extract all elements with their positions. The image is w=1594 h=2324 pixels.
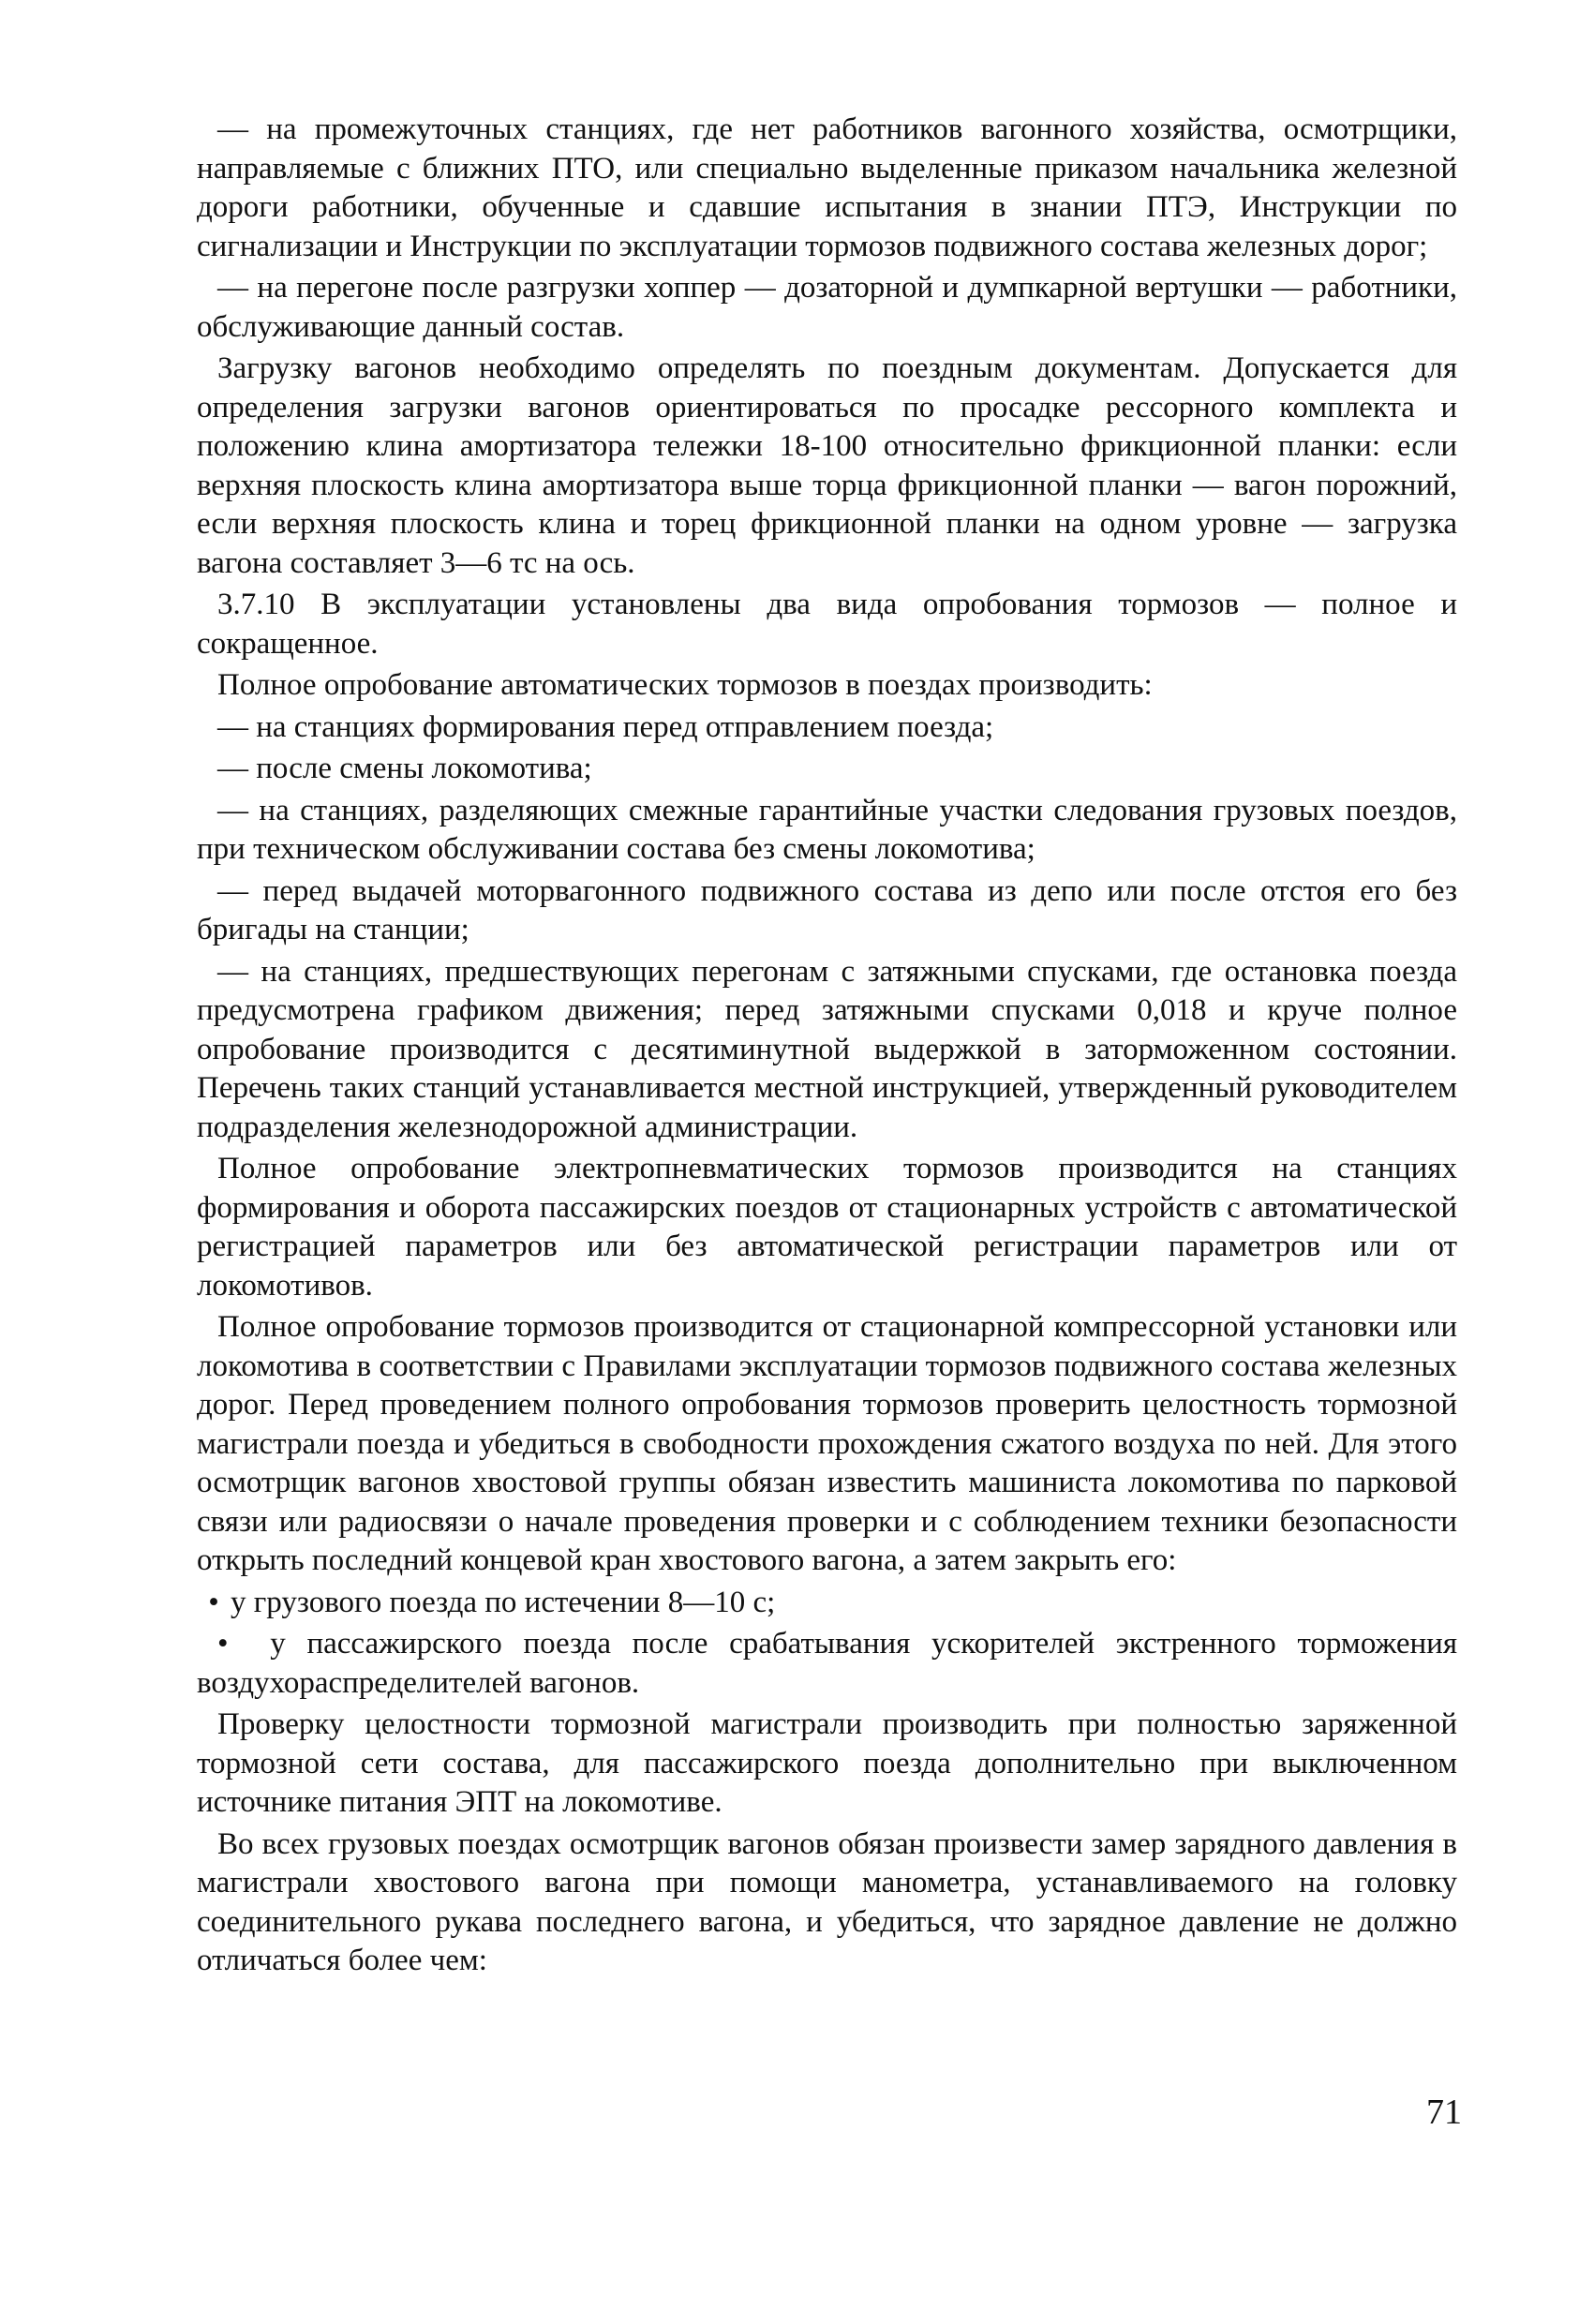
- bullet-icon: •: [208, 1585, 219, 1619]
- list-item-depot-release: — перед выдачей моторвагонного подвижного состава из депо или после отстоя его без бригады на станции;: [197, 873, 1457, 946]
- page-number: 71: [1426, 2093, 1462, 2132]
- paragraph-integrity-check: Проверку целостности тормозной магистрали производить при полностью заряженной тормозной сети состава, для пассажирского поезда дополнительно при выключенном источнике питания ЭПТ на локомотиве.: [197, 1707, 1457, 1819]
- paragraph-section-3-7-10: 3.7.10 В эксплуатации установлены два вида опробования тормозов — полное и сокращенное.: [197, 588, 1457, 661]
- paragraph-intermediate-stations: — на промежуточных станциях, где нет работников вагонного хозяйства, осмотрщики, направляемые с ближних ПТО, или специально выделенные приказом начальника железной дороги работники, обученные и сдавшие испытания в знании ПТЭ, Инструкции по сигнализации и Инструкции по эксплуатации тормозов подвижного состава железных дорог;: [197, 112, 1457, 263]
- paragraph-full-test-procedure: Полное опробование тормозов производится от стационарной компрессорной установки или локомотива в соответствии с Правилами эксплуатации тормозов подвижного состава железных дорог. Перед проведением полного опробования тормозов проверить целостность тормозной магистрали поезда и убедиться в свободности прохождения сжатого воздуха по ней. Для этого осмотрщик вагонов хвостовой группы обязан известить машиниста локомотива по парковой связи или радиосвязи о начале проведения проверки и с соблюдением техники безопасности открыть последний концевой кран хвостового вагона, а затем закрыть его:: [197, 1310, 1457, 1577]
- list-item-long-descents: — на станциях, предшествующих перегонам с затяжными спусками, где остановка поезда предусмотрена графиком движения; перед затяжными спусками 0,018 и круче полное опробование производится с десятиминутной выдержкой в заторможенном состоянии. Перечень таких станций устанавливается местной инструкцией, утвержденный руководителем подразделения железнодорожной администрации.: [197, 954, 1457, 1144]
- list-item-formation-stations: — на станциях формирования перед отправлением поезда;: [217, 709, 994, 744]
- bullet-text: у грузового поезда по истечении 8—10 с;: [231, 1585, 776, 1619]
- paragraph-haul-unloading: — на перегоне после разгрузки хоппер — дозаторной и думпкарной вертушки — работники, обслуживающие данный состав.: [197, 271, 1457, 344]
- list-item-guarantee-sections: — на станциях, разделяющих смежные гарантийные участки следования грузовых поездов, при техническом обслуживании состава без смены локомотива;: [197, 793, 1457, 866]
- paragraph-wagon-loading: Загрузку вагонов необходимо определять по поездным документам. Допускается для определения загрузки вагонов ориентироваться по просадке рессорного комплекта и положению клина амортизатора тележки 18-100 относительно фрикционной планки: если верхняя плоскость клина амортизатора выше торца фрикционной планки — вагон порожний, если верхняя плоскость клина и торец фрикционной планки на одном уровне — загрузка вагона составляет 3—6 тс на ось.: [197, 351, 1457, 580]
- bullet-item-freight: [197, 1584, 1457, 1623]
- paragraph-ep-brakes: Полное опробование электропневматических тормозов производится на станциях формирования и оборота пассажирских поездов от стационарных устройств с автоматической регистрацией параметров или без автоматической регистрации параметров или от локомотивов.: [197, 1152, 1457, 1303]
- body-text: [197, 111, 1457, 1984]
- list-item-locomotive-change: — после смены локомотива;: [217, 752, 592, 785]
- bullet-icon: •: [217, 1627, 229, 1661]
- bullet-text: у пассажирского поезда после срабатывания ускорителей экстренного торможения воздухораспределителей вагонов.: [197, 1627, 1458, 1700]
- paragraph-pressure-measurement: Во всех грузовых поездах осмотрщик вагонов обязан произвести замер зарядного давления в магистрали хвостового вагона при помощи манометра, устанавливаемого на головку соединительного рукава последнего вагона, и убедиться, что зарядное давление не должно отличаться более чем:: [197, 1826, 1457, 1977]
- paragraph-full-test-intro: Полное опробование автоматических тормозов в поездах производить:: [217, 668, 1153, 702]
- bullet-item-passenger: [197, 1625, 1457, 1703]
